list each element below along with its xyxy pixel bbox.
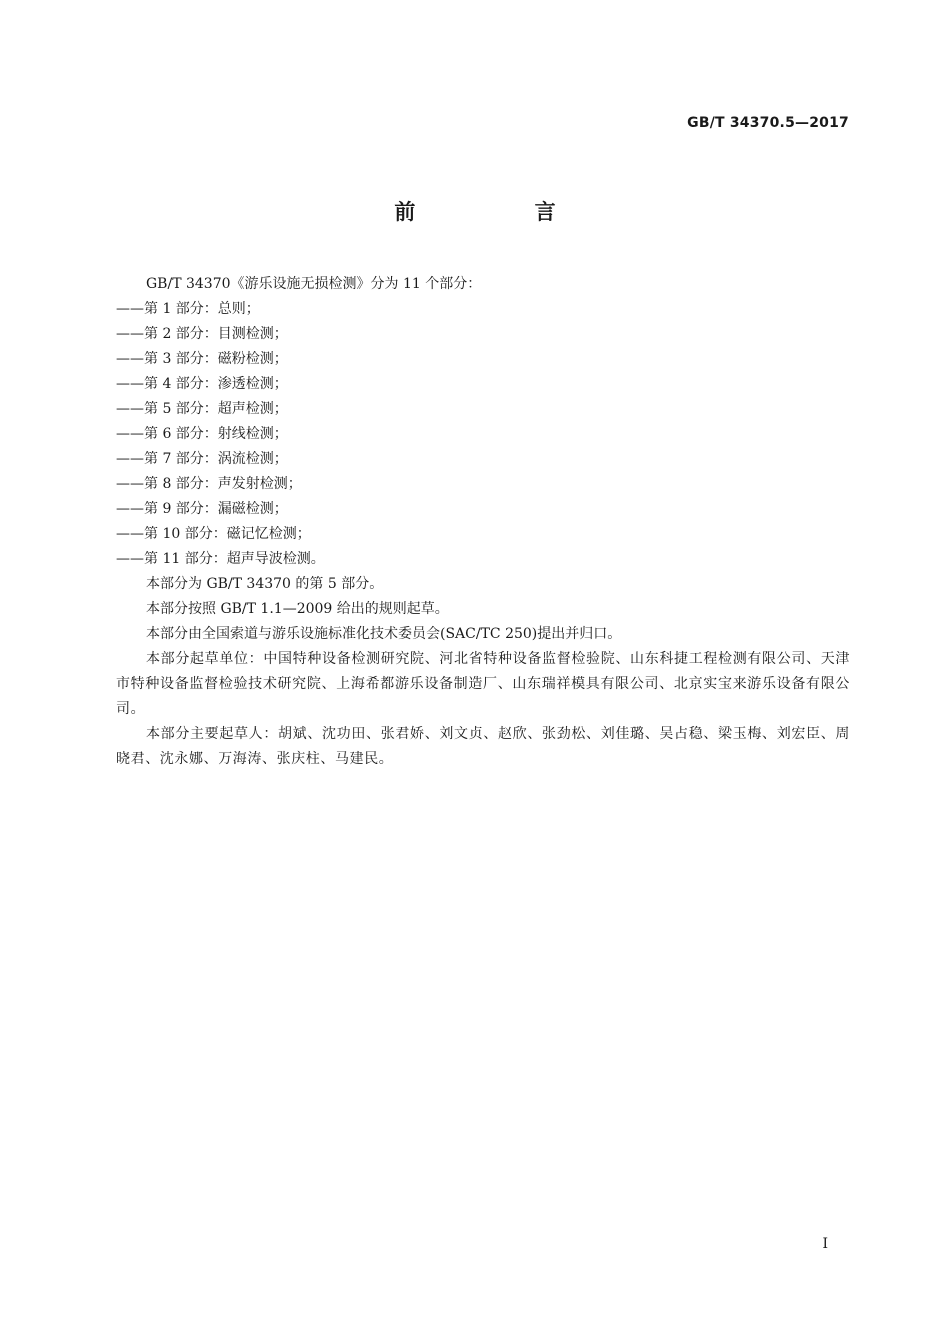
part-list-item: ——第 10 部分：磁记忆检测； xyxy=(116,526,311,542)
foreword-body xyxy=(116,272,850,772)
part-list-item: ——第 3 部分：磁粉检测； xyxy=(116,351,288,367)
part-list-item: ——第 7 部分：涡流检测； xyxy=(116,451,288,467)
intro-line: GB/T 34370《游乐设施无损检测》分为 11 个部分： xyxy=(146,276,482,292)
part-list-item: ——第 1 部分：总则； xyxy=(116,301,260,317)
part-list-item: ——第 9 部分：漏磁检测； xyxy=(116,501,288,517)
part-list-item: ——第 2 部分：目测检测； xyxy=(116,326,288,342)
part-list-item: ——第 4 部分：渗透检测； xyxy=(116,376,288,392)
part-statement: 本部分为 GB/T 34370 的第 5 部分。 xyxy=(146,576,384,592)
proposer-statement: 本部分由全国索道与游乐设施标准化技术委员会(SAC/TC 250)提出并归口。 xyxy=(146,626,622,642)
main-drafters: 本部分主要起草人：胡斌、沈功田、张君娇、刘文贞、赵欣、张劲松、刘佳璐、吴占稳、梁玉梅、刘宏臣、周晓君、沈永娜、万海涛、张庆柱、马建民。 xyxy=(116,726,850,767)
part-list-item: ——第 8 部分：声发射检测； xyxy=(116,476,302,492)
drafting-units: 本部分起草单位：中国特种设备检测研究院、河北省特种设备监督检验院、山东科捷工程检测有限公司、天津市特种设备监督检验技术研究院、上海希都游乐设备制造厂、山东瑞祥模具有限公司、北京实宝来游乐设备有限公司。 xyxy=(116,651,850,717)
page-title: 前 言 xyxy=(394,200,612,224)
part-list-item: ——第 5 部分：超声检测； xyxy=(116,401,288,417)
standard-number: GB/T 34370.5—2017 xyxy=(687,115,849,131)
part-list-item: ——第 11 部分：超声导波检测。 xyxy=(116,551,325,567)
page-number: I xyxy=(822,1236,828,1252)
part-list-item: ——第 6 部分：射线检测； xyxy=(116,426,288,442)
drafting-rules: 本部分按照 GB/T 1.1—2009 给出的规则起草。 xyxy=(146,601,449,617)
